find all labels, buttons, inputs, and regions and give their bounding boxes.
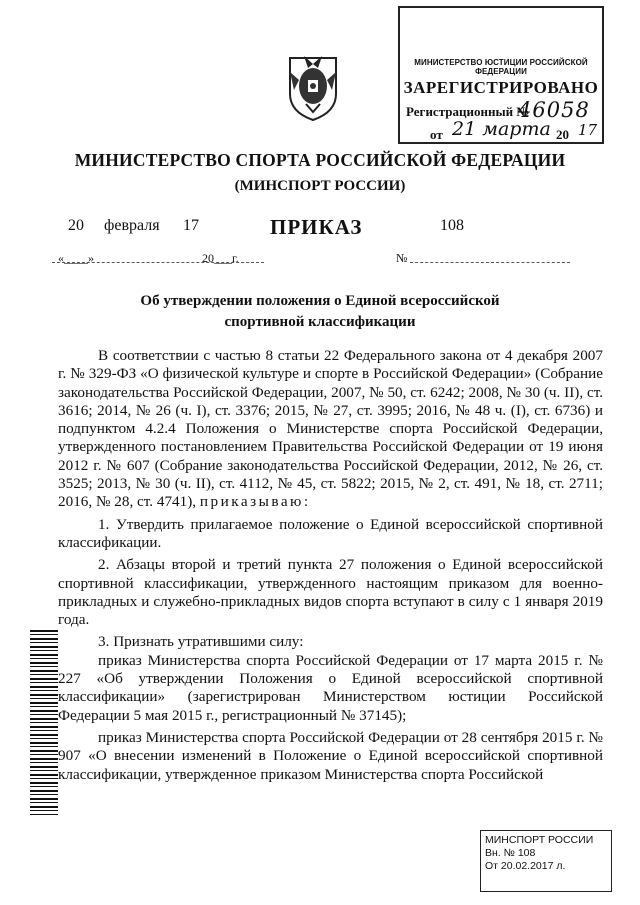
stamp-registered: ЗАРЕГИСТРИРОВАНО [403,78,599,97]
ministry-title: МИНИСТЕРСТВО СПОРТА РОССИЙСКОЙ ФЕДЕРАЦИИ [74,150,566,170]
order-body [58,347,603,784]
order-month: февраля [104,217,160,234]
order-year: 17 [183,217,199,234]
coat-of-arms-icon [284,50,342,122]
corner-box-line-2: Вн. № 108 [485,847,536,859]
order-day: 20 [68,217,84,234]
stamp-ministry: МИНИСТЕРСТВО ЮСТИЦИИ РОССИЙСКОЙ ФЕДЕРАЦИИ [414,58,588,76]
order-title: ПРИКАЗ [270,215,363,239]
stamp-date-prefix: от [430,127,443,142]
corner-box-line-1: МИНСПОРТ РОССИИ [485,834,594,846]
paragraph-basis-text: В соответствии с частью 8 статьи 22 Федерального закона от 4 декабря 2007 г. № 329-ФЗ «О физической культуре и спорте в Российской Федерации» (Собрание законодательства Российской Федерации, 2007, № 50, ст. 6242; 2008, № 30 (ч. II), ст. 3616; 2014, № 26 (ч. I), ст. 3376; 2015, № 27, ст. 3995; 2016, № 48 ч. (I), ст. 6736) и подпунктом 4.2.4 Положения о Министерстве спорта Российской Федерации, утвержденного постановлением Правительства Российской Федерации от 19 июня 2012 г. № 607 (Собрание законодательства Российской Федерации, 2012, № 26, ст. 3525; 2013, № 30 (ч. II), ст. 4112, № 45, ст. 5822; 2015, № 2, ст. 491, № 18, ст. 2711; 2016, № 28, ст. 4741), [58,347,603,511]
paragraph-item-1: 1. Утвердить прилагаемое положение о Единой всероссийской спортивной классификации. [58,515,603,551]
date-template-year: 20___г. [202,251,239,265]
ministry-short-name: (МИНСПОРТ РОССИИ) [234,178,406,194]
paragraph-item-3: 3. Признать утратившими силу: [98,633,304,651]
paragraph-item-2: 2. Абзацы второй и третий пункта 27 положения о Единой всероссийской спортивной классификации, утвержденного настоящим приказом для военно-прикладных и служебно-прикладных видов спорта вступают в силу с 1 января 2019 года. [58,556,603,629]
stamp-date-handwritten: 21 марта [452,118,551,140]
number-label: № [396,251,408,265]
stamp-reg-number: 46058 [518,98,590,122]
margin-barcode [30,630,58,815]
paragraph-repealed-1: приказ Министерства спорта Российской Федерации от 17 марта 2015 г. № 227 «Об утверждении Положения о Единой всероссийской спортивной классификации» (зарегистрирован Министерством юстиции Российской Федерации 5 мая 2015 г., регистрационный № 37145); [58,651,603,724]
order-word: приказываю: [199,493,311,511]
stamp-year-prefix: 20 [556,127,569,142]
number-line [410,262,570,264]
registration-stamp [398,6,604,144]
stamp-year-handwritten: 17 [578,121,598,139]
date-template-quotes: «____» [58,251,94,265]
stamp-reg-label: Регистрационный № [406,104,530,119]
corner-box-line-3: От 20.02.2017 л. [485,860,566,872]
document-heading: Об утверждении положения о Единой всероссийской спортивной классификации [140,293,500,330]
incoming-registration-box [480,830,612,892]
paragraph-repealed-2: приказ Министерства спорта Российской Федерации от 28 сентября 2015 г. № 907 «О внесении изменений в Положение о Единой всероссийской спортивной классификации, утвержденное приказом Министерства спорта Российской [58,728,603,783]
paragraph-basis [58,347,603,512]
order-number: 108 [440,217,464,234]
